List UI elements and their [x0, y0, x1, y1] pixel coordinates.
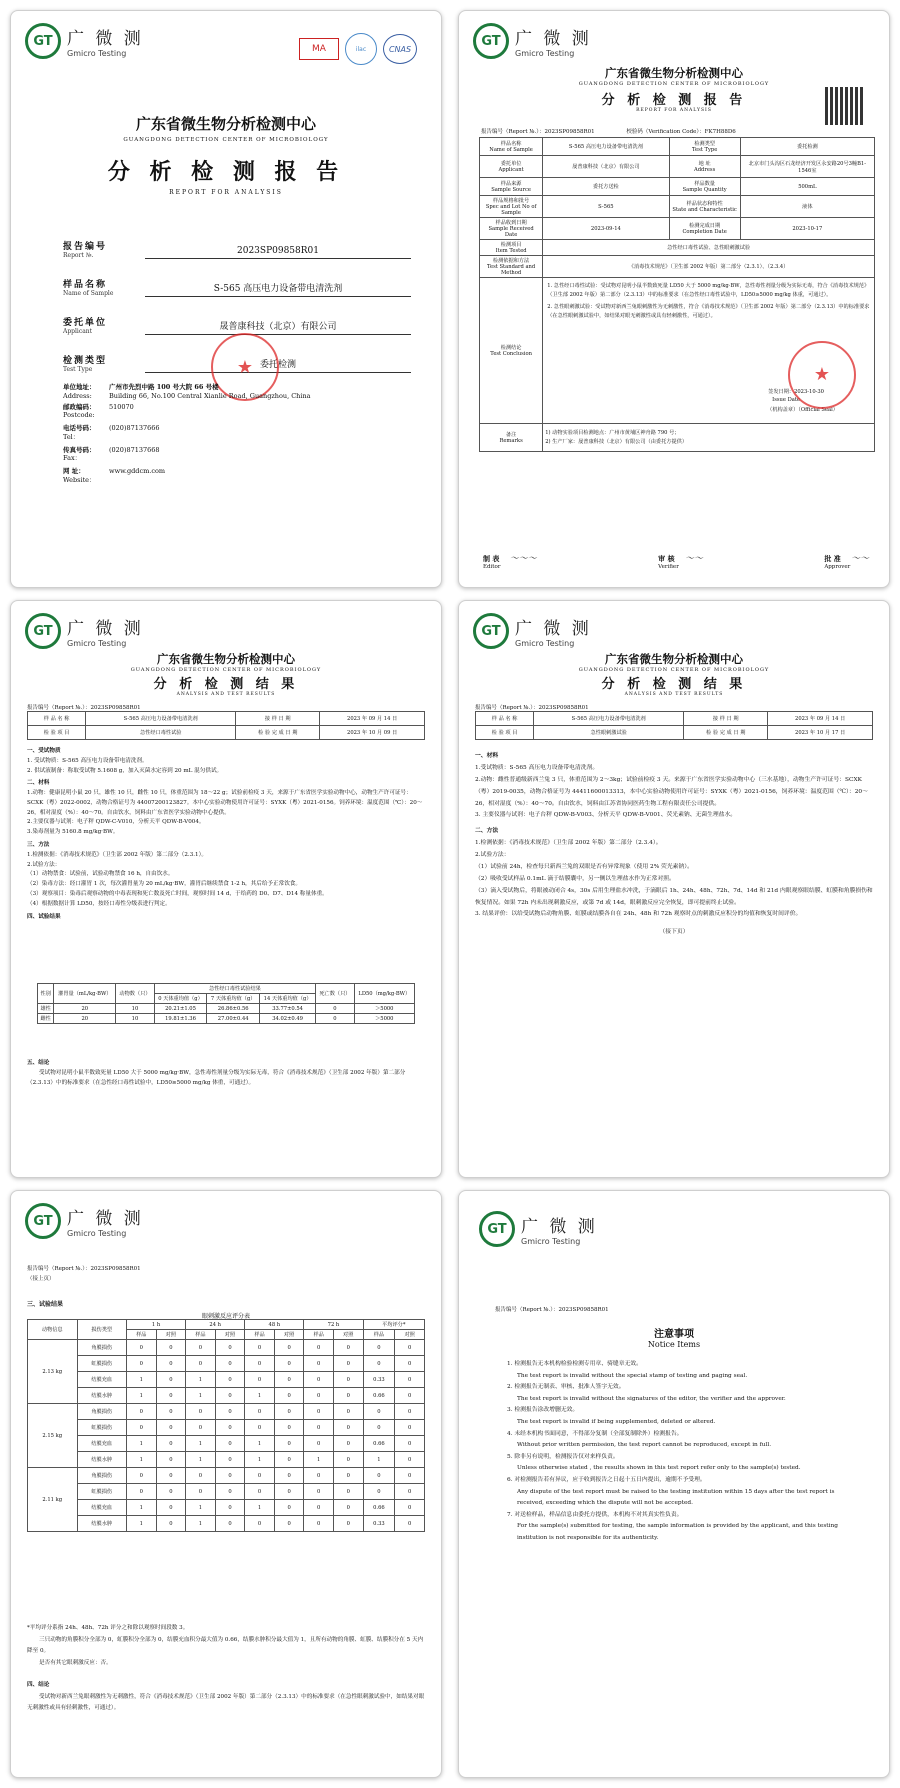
cover-title-en: REPORT FOR ANALYSIS — [169, 189, 283, 196]
report-no-line: 报告编号（Report №.）：2023SP09858R01 — [495, 1307, 609, 1313]
result-page-eye-scores — [10, 1190, 442, 1778]
company-logo: GT 广 微 测 Gmicro Testing — [25, 613, 144, 649]
result-title: 分 析 检 测 结 果 — [153, 677, 299, 692]
editor-signature: 制 表 ～～～ Editor — [483, 554, 537, 570]
report-no-line: 报告编号（Report №.）：2023SP09858R01 — [475, 705, 589, 711]
table-row: 结膜水肿 1 0 1 0 1 0 0 0 0.66 0 — [28, 1388, 425, 1404]
result-page-oral-toxicity: GT 广 微 测 Gmicro Testing 广东省微生物分析检测中心 GUANGDONG DETECTION CENTER OF MICROBIOLOGY 分 析 检 测 结 果 ANALYSIS AND TEST RESULTS 报告编号（Report №.）：2023SP09858R01 样 品 名 称 S-565 高压电力设备带电清洗剂 接 样 日 期 2023 年 09 月 14 日 检 验 项 目 急性经口毒性试验 检 验 完 成 日 期 2023 年 10 月 09 日 一、受试物质 1. 受试物质：S-565 高压电力设备带电清洗剂。 2. 供试液制备：称取受试物 5.1608 g，加入灭菌水定容到 20 mL 混匀供试。 二、材料 1.动物：健康昆明小鼠 20 只，雄性 10 只，雌性 10 只，体重范围为 18～22 g；试验前检疫 3 天，来源于广东省医学实验动物中心，动物生产许可证号：SCXK（粤）2022-0002，动物合格证号为 44007200123827。本中心实验动物使用许可证号：SYXK（粤）2021-0156。饲养环境：温度范围（℃）：20～26，相对湿度（%）：40～70。自由饮水，饲料由广东省医学实验动物中心提供。 2.主要仪器与试剂：电子秤 QDW-C-V010，分析天平 QDW-B-V004。 3.染毒剂量为 5160.8 mg/kg·BW。 三、方法 1.检测依据：《消毒技术规范》（卫生部 2002 年版）第二部分（2.3.1）。 2.试验方法： （1）动物禁食：试验前，试验动物禁食 16 h，自由饮水。 （2）染毒方法：经口灌胃 1 次，每次灌胃量为 20 mL/kg·BW，灌胃后继续禁食 1-2 h，其后给予正常饮食。 （3）观察项目：染毒后观察动物的中毒表现和死亡数及死亡时间，观察时间 14 d，于给药的 D0、D7、D14 称量体重。 （4）根据数据计算 LD50，按经口毒性分级表进行判定。 四、试验结果 性别 灌胃量（mL/kg·BW） 动物数（只） 急性经口毒性试验结果 死亡数（只） LD50（mg/kg·BW） 0 天体重均值（g） 7 天体重均值（g） 14 天体重均值（g） 雄性 20 10 20.21±1.05 26.86±0.56 33.77±0.54 0 ＞5000 雌性 20 10 19.81±1.36 27.00±0.44 34.02±0.49 0 ＞5000 五、结论 受试物对昆明小鼠半数致死量 LD50 大于 5000 mg/kg·BW，急性毒性剂量分级为实际无毒，符合《消毒技术规范》（卫生部 2002 年版）第二部分（2.3.13）中的标准要求（在急性经口毒性试验中，LD50≥5000 mg/kg 体重，可通过）。 — [10, 600, 442, 1178]
section-heading: 三、试验结果 — [27, 1301, 64, 1308]
animal-weight: 2.15 kg — [28, 1404, 78, 1468]
company-logo: GT 广 微 测 Gmicro Testing — [479, 1211, 598, 1247]
table-row: 2.13 kg 角膜损伤 0 0 0 0 0 0 0 0 0 0 — [28, 1340, 425, 1356]
table-row: 虹膜损伤 0 0 0 0 0 0 0 0 0 0 — [28, 1484, 425, 1500]
gt-logo-icon: GT — [25, 613, 61, 649]
list-item: 7. 对送检样品，样品信息由委托方提供，本机构不对其真实性负责。 For the sample(s) submitted for testing, the sample information is provided by the applicant, and this testing institution is not responsible for its authenticity. — [507, 1511, 838, 1541]
field-test-type: 检测类型 Test Type 委托检测 — [63, 335, 411, 373]
continued-note: （接上页） — [27, 1275, 55, 1282]
org-name-en: GUANGDONG DETECTION CENTER OF MICROBIOLOGY — [123, 137, 329, 143]
table-row: 结膜充血 1 0 1 0 1 0 0 0 0.66 0 — [28, 1500, 425, 1516]
qr-code-icon — [825, 87, 863, 125]
notice-page — [458, 1190, 890, 1778]
test-method: 《消毒技术规范》（卫生部 2002 年版）第二部分（2.3.1）、（2.3.4） — [543, 256, 875, 278]
approver-signature: 批 准 ～～ Approver — [824, 554, 869, 570]
notice-list — [507, 1359, 849, 1545]
table-row: 雌性 20 10 19.81±1.36 27.00±0.44 34.02±0.49 0 ＞5000 — [38, 1014, 415, 1024]
cnas-logo-icon: CNAS — [383, 34, 417, 64]
cma-logo-icon: MA — [299, 38, 339, 60]
eye-score-table: 动物信息 损伤类型 1 h 24 h 48 h 72 h 平均评分* 样品 对照 样品 对照 样品 对照 样品 对照 样品 对照 2.13 kg 角膜损伤 0 0 0 0 0 0 0 0 0 0 虹膜损伤 0 0 0 0 0 0 0 0 0 0 结膜充血 1 0 1 0 0 0 0 0 0.33 0 结膜水肿 1 0 1 0 1 0 0 0 0.66 0 2.15 kg 角膜损伤 0 0 0 0 0 0 0 0 0 0 虹膜损伤 0 0 0 0 0 0 0 0 0 0 结膜充血 1 0 1 0 1 0 0 0 0.66 0 结膜水肿 1 0 1 0 1 0 1 0 1 0 2.11 kg 角膜损伤 0 0 0 0 0 0 0 0 0 0 虹膜损伤 0 0 0 0 0 0 0 0 0 0 结膜充血 1 0 1 0 1 0 0 0 0.66 0 结膜水肿 1 0 1 0 0 0 0 0 0.33 0 — [27, 1319, 425, 1532]
test-type-value: 委托检测 — [145, 357, 411, 373]
score-table-title: 眼刺激反应评分表 — [201, 1313, 250, 1320]
oral-toxicity-body: 一、受试物质 1. 受试物质：S-565 高压电力设备带电清洗剂。 2. 供试液制备：称取受试物 5.1608 g，加入灭菌水定容到 20 mL 混匀供试。 二、材料 1.动物：健康昆明小鼠 20 只，雄性 10 只，雌性 10 只，体重范围为 18～22 g；试验前检疫 3 天，来源于广东省医学实验动物中心，动物生产许可证号：SCXK（粤）2022-0002，动物合格证号为 44007200123827。本中心实验动物使用许可证号：SYXK（粤）2021-0156。饲养环境：温度范围（℃）：20～26，相对湿度（%）：40～70。自由饮水，饲料由广东省医学实验动物中心提供。 2.主要仪器与试剂：电子秤 QDW-C-V010，分析天平 QDW-B-V004。 3.染毒剂量为 5160.8 mg/kg·BW。 三、方法 1.检测依据：《消毒技术规范》（卫生部 2002 年版）第二部分（2.3.1）。 2.试验方法： （1）动物禁食：试验前，试验动物禁食 16 h，自由饮水。 （2）染毒方法：经口灌胃 1 次，每次灌胃量为 20 mL/kg·BW，灌胃后继续禁食 1-2 h，其后给予正常饮食。 （3）观察项目：染毒后观察动物的中毒表现和死亡数及死亡时间，观察时间 14 d，于给药的 D0、D7、D14 称量体重。 （4）根据数据计算 LD50，按经口毒性分级表进行判定。 四、试验结果 — [27, 748, 423, 920]
remarks: 1) 动物实验项目检测地点：广州市黄埔区神舟路 790 号； 2) 生产厂家：晟普康科技（北京）有限公司（由委托方提供） — [543, 424, 875, 452]
continue-note: （接下页） — [659, 929, 689, 936]
official-seal-icon: ★ — [788, 341, 856, 409]
report-no-line: 报告编号（Report №.）：2023SP09858R01 — [27, 1266, 141, 1272]
gt-logo-icon: GT — [473, 23, 509, 59]
gt-logo-icon: GT — [479, 1211, 515, 1247]
sample-info-table: 样 品 名 称 S-565 高压电力设备带电清洗剂 接 样 日 期 2023 年 09 月 14 日 检 验 项 目 急性眼刺激试验 检 验 完 成 日 期 2023 年 10 月 17 日 — [475, 711, 873, 740]
list-item: 5. 除非另有说明，检测报告仅对来样负责。 Unless otherwise stated , the results shown in this test report refer only to the sample(s) tested. — [507, 1453, 801, 1472]
summary-table: 样品名称 Name of Sample S-565 高压电力设备带电清洗剂 检测类型 Test Type 委托检测 委托单位 Applicant 晟普康科技（北京）有限公司 地 址 Address 北京市门头沟区石龙经济开发区永安路20号3幢B1-1546室 样品来源 Sample Source 委托方送检 样品数量 Sample Quantity 500mL 样品规格和批号 Spec and Lot No of Sample S-565 样品状态和特性 State and Characteristic 液体 样品收到日期 Sample Received Date 2023-09-14 检测完成日期 Completion Date 2023-10-17 检测项目 Item Tested 急性经口毒性试验、急性眼刺激试验 检测依据和方法 Test Standard and Method 《消毒技术规范》（卫生部 2002 年版）第二部分（2.3.1）、（2.3.4） 检测结论 Test Conclusion 1. 急性经口毒性试验：受试物对昆明小鼠半数致死量 LD50 大于 5000 mg/kg·BW，急性毒性剂量分级为实际无毒，符合《消毒技术规范》（卫生部 2002 年版）第二部分（2.3.13）中的标准要求（在急性经口毒性试验中，LD50≥5000 mg/kg 体重，可通过）。 2. 急性眼刺激试验：受试物对新西兰兔眼刺激性为无刺激性，符合《消毒技术规范》（卫生部 2002 年版）第二部分（2.3.13）中的标准要求（在急性眼刺激试验中，如结果对眼无刺激性或具有轻刺激性，可通过）。 签发日期：2023-10-30 Issue Date （机构盖章）（Official Seal） ★ 备注 Remarks 1) 动物实验项目检测地点：广州市黄埔区神舟路 790 号； 2) 生产厂家：晟普康科技（北京）有限公司（由委托方提供） — [479, 137, 875, 452]
gt-logo-icon: GT — [473, 613, 509, 649]
cover-title: 分 析 检 测 报 告 — [107, 159, 345, 185]
result-title: 分 析 检 测 结 果 — [601, 677, 747, 692]
eye-score-notes: *平均评分系指 24h、48h、72h 评分之和除以观察时间段数 3。 三只动物的角膜积分全部为 0，虹膜积分全部为 0，结膜充血积分最大值为 0.66，结膜水肿积分最大值为 1，且所有动物的角膜、虹膜、结膜积分在 5 天内降至 0。 是否有其它眼刺激反应：否。 四、结论 受试物对新西兰兔眼刺激性为无刺激性，符合《消毒技术规范》（卫生部 2002 年版）第二部分（2.3.13）中的标准要求（在急性眼刺激试验中，如结果对眼无刺激性或具有轻刺激性，可通过）。 — [27, 1625, 425, 1712]
sample-info-table: 样 品 名 称 S-565 高压电力设备带电清洗剂 接 样 日 期 2023 年 09 月 14 日 检 验 项 目 急性经口毒性试验 检 验 完 成 日 期 2023 年 10 月 09 日 — [27, 711, 425, 740]
test-conclusion: 1. 急性经口毒性试验：受试物对昆明小鼠半数致死量 LD50 大于 5000 mg/kg·BW，急性毒性剂量分级为实际无毒，符合《消毒技术规范》（卫生部 2002 年版）第二部分（2.3.13）中的标准要求（在急性经口毒性试验中，LD50≥5000 mg/kg 体重，可通过）。 2. 急性眼刺激试验：受试物对新西兰兔眼刺激性为无刺激性，符合《消毒技术规范》（卫生部 2002 年版）第二部分（2.3.13）中的标准要求（在急性眼刺激试验中，如结果对眼无刺激性或具有轻刺激性，可通过）。 签发日期：2023-10-30 Issue Date （机构盖章）（Official Seal） ★ — [543, 278, 875, 424]
verifier-signature: 审 核 ～～ Verifier — [658, 554, 703, 570]
report-no-value: 2023SP09858R01 — [145, 246, 411, 259]
table-row: 结膜水肿 1 0 1 0 1 0 1 0 1 0 — [28, 1452, 425, 1468]
list-item: 2. 检测报告无制表、审核、批准人签字无效。 The test report is invalid without the signatures of the editor, the verifier and the approver. — [507, 1384, 786, 1402]
gt-logo-icon: GT — [25, 1203, 61, 1239]
oral-toxicity-table: 性别 灌胃量（mL/kg·BW） 动物数（只） 急性经口毒性试验结果 死亡数（只） LD50（mg/kg·BW） 0 天体重均值（g） 7 天体重均值（g） 14 天体重均值（g） 雄性 20 10 20.21±1.05 26.86±0.56 33.77±0.54 0 ＞5000 雌性 20 10 19.81±1.36 27.00±0.44 34.02±0.49 0 ＞5000 — [37, 983, 415, 1024]
cover-page — [10, 10, 442, 588]
accreditation-logos — [299, 33, 417, 65]
animal-weight: 2.11 kg — [28, 1468, 78, 1532]
notice-title: 注意事项 — [654, 1329, 694, 1340]
gt-logo-icon: GT — [25, 23, 61, 59]
table-row: 2.15 kg 角膜损伤 0 0 0 0 0 0 0 0 0 0 — [28, 1404, 425, 1420]
official-seal-icon: ★ — [211, 333, 279, 401]
animal-weight: 2.13 kg — [28, 1340, 78, 1404]
company-logo: GT 广 微 测 Gmicro Testing — [473, 613, 592, 649]
summary-page: GT 广 微 测 Gmicro Testing 广东省微生物分析检测中心 GUANGDONG DETECTION CENTER OF MICROBIOLOGY 分 析 检 测 报 告 REPORT FOR ANALYSIS 报告编号（Report №.）：2023SP09858R01 校验码（Verification Code）：FK7H88D6 样品名称 Name of Sample S-565 高压电力设备带电清洗剂 检测类型 Test Type 委托检测 委托单位 Applicant 晟普康科技（北京）有限公司 地 址 Address 北京市门头沟区石龙经济开发区永安路20号3幢B1-1546室 样品来源 Sample Source 委托方送检 样品数量 Sample Quantity 500mL 样品规格和批号 Spec and Lot No of Sample S-565 样品状态和特性 State and Characteristic 液体 样品收到日期 Sample Received Date 2023-09-14 检测完成日期 Completion Date 2023-10-17 检测项目 Item Tested 急性经口毒性试验、急性眼刺激试验 检测依据和方法 Test Standard and Method 《消毒技术规范》（卫生部 2002 年版）第二部分（2.3.1）、（2.3.4） 检测结论 Test Conclusion 1. 急性经口毒性试验：受试物对昆明小鼠半数致死量 LD50 大于 5000 mg/kg·BW，急性毒性剂量分级为实际无毒，符合《消毒技术规范》（卫生部 2002 年版）第二部分（2.3.13）中的标准要求（在急性经口毒性试验中，LD50≥5000 mg/kg 体重，可通过）。 2. 急性眼刺激试验：受试物对新西兰兔眼刺激性为无刺激性，符合《消毒技术规范》（卫生部 2002 年版）第二部分（2.3.13）中的标准要求（在急性眼刺激试验中，如结果对眼无刺激性或具有轻刺激性，可通过）。 签发日期：2023-10-30 Issue Date （机构盖章）（Official Seal） ★ 备注 Remarks 1) 动物实验项目检测地点：广州市黄埔区神舟路 790 号； 2) 生产厂家：晟普康科技（北京）有限公司（由委托方提供） 制 表 ～～～ Editor 审 核 ～～ Verifier 批 准 ～～ Approver — [458, 10, 890, 588]
table-row: 雄性 20 10 20.21±1.05 26.86±0.56 33.77±0.54 0 ＞5000 — [38, 1004, 415, 1014]
result-page-eye-irritation: GT 广 微 测 Gmicro Testing 广东省微生物分析检测中心 GUANGDONG DETECTION CENTER OF MICROBIOLOGY 分 析 检 测 结 果 ANALYSIS AND TEST RESULTS 报告编号（Report №.）：2023SP09858R01 样 品 名 称 S-565 高压电力设备带电清洗剂 接 样 日 期 2023 年 09 月 14 日 检 验 项 目 急性眼刺激试验 检 验 完 成 日 期 2023 年 10 月 17 日 一、材料 1.受试物质：S-565 高压电力设备带电清洗剂。 2.动物：雌性普通级新西兰兔 3 只，体重范围为 2～3kg；试验前检疫 3 天。来源于广东省医学实验动物中心（三水基地），动物生产许可证号：SCXK（粤）2019-0035，动物合格证号为 44411600013313，本中心实验动物使用许可证号：SYXK（粤）2021-0156，饲养环境：温度范围（℃）：20～26，相对湿度（%）：40～70。自由饮水，饲料由江苏省协同医药生物工程有限责任公司提供。 3. 主要仪器与试剂：电子台秤 QDW-B-V003、分析天平 QDW-B-V001、荧光素钠、无菌生理盐水。 二、方法 1.检测依据：《消毒技术规范》（卫生部 2002 年版）第二部分（2.3.4）。 2.试验方法： （1）试验前 24h，检查每只新西兰兔的双眼是否有异常现象（使用 2% 荧光素钠）。 （2）吸收受试样品 0.1mL 滴于结膜囊中，另一侧以生理盐水作为正常对照。 （3）滴入受试物后，将眼被动闭合 4s，30s 后用生理盐水冲洗，于滴眼后 1h、24h、48h、72h、7d、14d 和 21d 内眼观察眼结膜、虹膜和角膜损伤和恢复情况。如果 72h 内未出现刺激反应，或第 7d 或 14d，眼刺激反应完全恢复，即可提前终止试验。 3. 结果评价：以给受试物后动物角膜、虹膜或结膜各自在 24h、48h 和 72h 观察时点的刺激反应积分的均值和恢复时间评价。 （接下页） — [458, 600, 890, 1178]
field-sample-name: 样品名称 Name of Sample S-565 高压电力设备带电清洗剂 — [63, 259, 411, 297]
table-row: 结膜充血 1 0 1 0 0 0 0 0 0.33 0 — [28, 1372, 425, 1388]
applicant-value: 晟普康科技（北京）有限公司 — [145, 319, 411, 335]
table-row: 虹膜损伤 0 0 0 0 0 0 0 0 0 0 — [28, 1420, 425, 1436]
org-name: 广东省微生物分析检测中心 — [605, 66, 743, 80]
signature-row — [483, 551, 869, 570]
report-no-line: 报告编号（Report №.）：2023SP09858R01 校验码（Verification Code）：FK7H88D6 — [481, 129, 736, 135]
logo-text-en: Gmicro Testing — [67, 49, 127, 58]
list-item: 3. 检测报告涂改增删无效。 The test report is invalid if being supplemented, deleted or altered. — [507, 1407, 716, 1425]
summary-title: 分 析 检 测 报 告 — [601, 93, 747, 108]
table-row: 虹膜损伤 0 0 0 0 0 0 0 0 0 0 — [28, 1356, 425, 1372]
table-row: 2.11 kg 角膜损伤 0 0 0 0 0 0 0 0 0 0 — [28, 1468, 425, 1484]
eye-irritation-body: 一、材料 1.受试物质：S-565 高压电力设备带电清洗剂。 2.动物：雌性普通级新西兰兔 3 只，体重范围为 2～3kg；试验前检疫 3 天。来源于广东省医学实验动物中心（三水基地），动物生产许可证号：SCXK（粤）2019-0035，动物合格证号为 44411600013313，本中心实验动物使用许可证号：SYXK（粤）2021-0156，饲养环境：温度范围（℃）：20～26，相对湿度（%）：40～70。自由饮水，饲料由江苏省协同医药生物工程有限责任公司提供。 3. 主要仪器与试剂：电子台秤 QDW-B-V003、分析天平 QDW-B-V001、荧光素钠、无菌生理盐水。 二、方法 1.检测依据：《消毒技术规范》（卫生部 2002 年版）第二部分（2.3.4）。 2.试验方法： （1）试验前 24h，检查每只新西兰兔的双眼是否有异常现象（使用 2% 荧光素钠）。 （2）吸收受试样品 0.1mL 滴于结膜囊中，另一侧以生理盐水作为正常对照。 （3）滴入受试物后，将眼被动闭合 4s，30s 后用生理盐水冲洗，于滴眼后 1h、24h、48h、72h、7d、14d 和 21d 内眼观察眼结膜、虹膜和角膜损伤和恢复情况。如果 72h 内未出现刺激反应，或第 7d 或 14d，眼刺激反应完全恢复，即可提前终止试验。 3. 结果评价：以给受试物后动物角膜、虹膜或结膜各自在 24h、48h 和 72h 观察时点的刺激反应积分的均值和恢复时间评价。 （接下页） — [475, 751, 873, 939]
table-row: 结膜充血 1 0 1 0 1 0 0 0 0.66 0 — [28, 1436, 425, 1452]
company-logo: GT 广 微 测 Gmicro Testing — [25, 1203, 144, 1239]
logo-text-cn: 广 微 测 — [67, 29, 144, 49]
items-tested: 急性经口毒性试验、急性眼刺激试验 — [543, 240, 875, 256]
field-applicant: 委托单位 Applicant 晟普康科技（北京）有限公司 — [63, 297, 411, 335]
ilac-mra-logo-icon: ilac — [345, 33, 377, 65]
company-logo: GT 广 微 测 Gmicro Testing — [473, 23, 592, 59]
list-item: 1. 检测报告无本机构检验检测专用章、骑缝章无效。 The test report is invalid without the special stamp of testing and paging seal. — [507, 1361, 748, 1379]
list-item: 4. 未经本机构书面同意，不得部分复制（全部复制除外）检测报告。 Without prior written permission, the test report cannot be reproduced, except in full. — [507, 1430, 772, 1449]
company-logo — [25, 23, 144, 59]
field-report-no: 报告编号 Report №. 2023SP09858R01 — [63, 221, 411, 259]
notice-title-en: Notice Items — [647, 1340, 701, 1349]
report-no-line: 报告编号（Report №.）：2023SP09858R01 — [27, 705, 141, 711]
contact-info: 单位地址： Address: 广州市先烈中路 100 号大院 66 号楼 Building 66, No.100 Central Xianlie Road, Guangzhou, China 邮政编码： Postcode: 510070 电话号码： Tel： (020)87137666 传真号码： Fax： (020)87137668 网 址： Website： www.gddcm.com — [63, 383, 311, 484]
org-name: 广东省微生物分析检测中心 — [135, 115, 316, 133]
list-item: 6. 对检测报告若有异议，应于收到报告之日起十五日内提出，逾期不予受理。 Any dispute of the test report must be raised to the testing institution within 15 days after the test report is received, exceeding which the dispute will not be accepted. — [507, 1476, 835, 1507]
table-row: 结膜水肿 1 0 1 0 0 0 0 0 0.33 0 — [28, 1516, 425, 1532]
oral-toxicity-conclusion: 五、结论 受试物对昆明小鼠半数致死量 LD50 大于 5000 mg/kg·BW，急性毒性剂量分级为实际无毒，符合《消毒技术规范》（卫生部 2002 年版）第二部分（2.3.13）中的标准要求（在急性经口毒性试验中，LD50≥5000 mg/kg 体重，可通过）。 — [27, 1060, 406, 1086]
sample-name-value: S-565 高压电力设备带电清洗剂 — [145, 281, 411, 297]
